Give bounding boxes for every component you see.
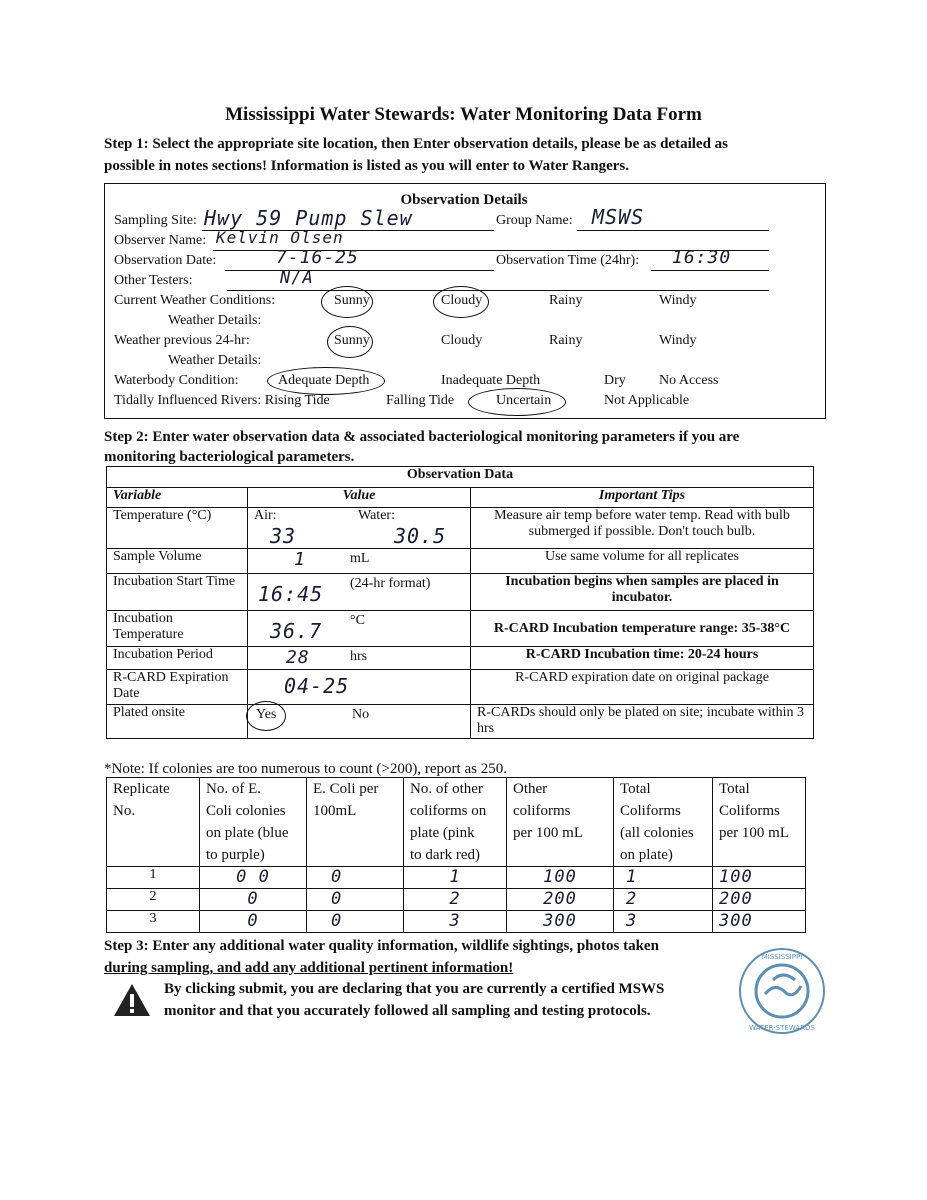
tip-incubation-period: R-CARD Incubation time: 20-24 hours: [471, 647, 814, 670]
tip-temperature: Measure air temp before water temp. Read with bulb submerged if possible. Don't touch bulb.: [471, 508, 814, 549]
declaration-line2: monitor and that you accurately followed all sampling and testing protocols.: [164, 1003, 651, 1019]
step3-line1: Step 3: Enter any additional water quality information, wildlife sightings, photos taken: [104, 938, 659, 954]
col-value: Value: [248, 488, 471, 508]
var-incubation-period: Incubation Period: [107, 647, 248, 670]
replicates-table: [106, 777, 806, 933]
selected-circle: [468, 388, 566, 416]
group-name-field[interactable]: MSWS: [592, 205, 645, 229]
tidal-falling[interactable]: Falling Tide: [386, 393, 455, 408]
total-per-100-cell[interactable]: 200: [713, 889, 806, 911]
page-title: Mississippi Water Stewards: Water Monitoring Data Form: [225, 104, 702, 125]
volume-unit: mL: [350, 551, 370, 566]
observation-details-heading: Observation Details: [400, 192, 528, 208]
volume-value[interactable]: 1: [294, 549, 306, 570]
ecoli-per-100-cell[interactable]: 0: [307, 889, 404, 911]
expiration-value[interactable]: 04-25: [284, 674, 350, 698]
weather-prev-sunny[interactable]: Sunny: [334, 333, 370, 348]
warning-icon: [112, 982, 152, 1018]
tip-expiration: R-CARD expiration date on original package: [471, 670, 814, 705]
sampling-site-field[interactable]: Hwy 59 Pump Slew: [204, 206, 413, 230]
total-coliforms-cell[interactable]: 2: [614, 889, 713, 911]
total-coliforms-cell[interactable]: 3: [614, 911, 713, 933]
observation-date-label: Observation Date:: [114, 253, 217, 268]
ecoli-per-100-cell[interactable]: 0: [307, 867, 404, 889]
svg-text:WATER·STEWARDS: WATER·STEWARDS: [749, 1024, 815, 1032]
selected-circle: [246, 701, 286, 731]
sampling-site-label: Sampling Site:: [114, 213, 197, 228]
value-plated-onsite[interactable]: [248, 705, 471, 739]
period-unit: hrs: [350, 649, 368, 664]
header-total-per-100: Total Coliforms per 100 mL: [713, 778, 806, 867]
plated-no[interactable]: No: [352, 707, 370, 722]
water-label: Water:: [358, 508, 395, 523]
header-total-coliforms: Total Coliforms (all colonies on plate): [614, 778, 713, 867]
total-per-100-cell[interactable]: 300: [713, 911, 806, 933]
weather-prev-label: Weather previous 24-hr:: [114, 333, 250, 348]
header-other-coliforms: No. of other coliforms on plate (pink to dark red): [404, 778, 507, 867]
start-time-value[interactable]: 16:45: [258, 582, 324, 606]
var-incubation-temp: Incubation Temperature: [107, 611, 248, 647]
ecoli-per-100-cell[interactable]: 0: [307, 911, 404, 933]
step1-line2: possible in notes sections! Information is listed as you will enter to Water Rangers.: [104, 158, 630, 174]
var-incubation-start: Incubation Start Time: [107, 574, 248, 611]
header-other-per-100: Other coliforms per 100 mL: [507, 778, 614, 867]
mississippi-water-stewards-seal: [737, 946, 827, 1036]
tip-plated-onsite: R-CARDs should only be plated on site; incubate within 3 hrs: [471, 705, 814, 739]
selected-circle: [321, 286, 373, 318]
period-value[interactable]: 28: [286, 647, 310, 668]
tidal-na[interactable]: Not Applicable: [604, 393, 690, 408]
weather-current-sunny[interactable]: Sunny: [334, 293, 370, 308]
value-incubation-period[interactable]: [248, 647, 471, 670]
replicate-no: 1: [107, 867, 200, 889]
other-per-100-cell[interactable]: 300: [507, 911, 614, 933]
step3-line2: during sampling, and add any additional pertinent information!: [104, 960, 514, 976]
ecoli-colonies-cell[interactable]: 0: [200, 911, 307, 933]
tip-incubation-start: Incubation begins when samples are placed in incubator.: [471, 574, 814, 611]
var-plated-onsite: Plated onsite: [107, 705, 248, 739]
value-incubation-temp[interactable]: [248, 611, 471, 647]
table-row: [107, 889, 806, 911]
waterbody-label: Waterbody Condition:: [114, 373, 239, 388]
step2-line2: monitoring bacteriological parameters.: [104, 449, 355, 465]
incub-temp-value[interactable]: 36.7: [270, 619, 323, 643]
observer-name-field[interactable]: Kelvin Olsen: [216, 228, 344, 247]
weather-current-rainy[interactable]: Rainy: [549, 293, 583, 308]
incub-temp-unit: °C: [350, 613, 365, 628]
weather-current-label: Current Weather Conditions:: [114, 293, 276, 308]
weather-prev-windy[interactable]: Windy: [659, 333, 697, 348]
other-per-100-cell[interactable]: 100: [507, 867, 614, 889]
other-coliforms-cell[interactable]: 2: [404, 889, 507, 911]
value-temperature[interactable]: [248, 508, 471, 549]
step2-line1: Step 2: Enter water observation data & associated bacteriological monitoring parameters if you are: [104, 429, 740, 445]
plated-yes[interactable]: Yes: [256, 707, 277, 722]
header-ecoli-per-100: E. Coli per 100mL: [307, 778, 404, 867]
waterbody-adequate[interactable]: Adequate Depth: [278, 373, 370, 388]
waterbody-inadequate[interactable]: Inadequate Depth: [441, 373, 541, 388]
observation-data-table: [106, 466, 814, 739]
ecoli-colonies-cell[interactable]: 0 0: [200, 867, 307, 889]
observation-time-label: Observation Time (24hr):: [496, 253, 640, 268]
observation-data-heading: Observation Data: [107, 467, 814, 488]
col-variable: Variable: [107, 488, 248, 508]
note: *Note: If colonies are too numerous to count (>200), report as 250.: [104, 761, 507, 777]
value-expiration[interactable]: [248, 670, 471, 705]
selected-circle: [433, 286, 489, 318]
value-sample-volume[interactable]: [248, 549, 471, 574]
selected-circle: [327, 326, 373, 358]
weather-current-cloudy[interactable]: Cloudy: [441, 293, 483, 308]
var-expiration: R-CARD Expiration Date: [107, 670, 248, 705]
tip-incubation-temp: R-CARD Incubation temperature range: 35-38°C: [471, 611, 814, 647]
other-per-100-cell[interactable]: 200: [507, 889, 614, 911]
air-label: Air:: [254, 508, 277, 523]
tidal-label: Tidally Influenced Rivers: Rising Tide: [114, 393, 330, 408]
other-testers-field[interactable]: N/A: [280, 268, 314, 288]
waterbody-dry[interactable]: Dry: [604, 373, 626, 388]
table-row: [107, 911, 806, 933]
total-per-100-cell[interactable]: 100: [713, 867, 806, 889]
replicate-no: 3: [107, 911, 200, 933]
total-coliforms-cell[interactable]: 1: [614, 867, 713, 889]
step1-line1: Step 1: Select the appropriate site location, then Enter observation details, please be as detailed as: [104, 136, 728, 152]
water-value[interactable]: 30.5: [394, 524, 447, 548]
observation-date-field[interactable]: 7-16-25: [276, 247, 359, 268]
start-time-unit: (24-hr format): [350, 576, 431, 591]
observation-time-field[interactable]: 16:30: [672, 247, 732, 268]
selected-circle: [267, 367, 385, 395]
header-replicate: Replicate No.: [107, 778, 200, 867]
tip-sample-volume: Use same volume for all replicates: [471, 549, 814, 574]
observer-name-label: Observer Name:: [114, 233, 207, 248]
var-sample-volume: Sample Volume: [107, 549, 248, 574]
other-coliforms-cell[interactable]: 1: [404, 867, 507, 889]
table-row: [107, 867, 806, 889]
ecoli-colonies-cell[interactable]: 0: [200, 889, 307, 911]
replicate-no: 2: [107, 889, 200, 911]
other-coliforms-cell[interactable]: 3: [404, 911, 507, 933]
weather-details-label: Weather Details:: [168, 353, 262, 368]
weather-prev-rainy[interactable]: Rainy: [549, 333, 583, 348]
weather-current-windy[interactable]: Windy: [659, 293, 697, 308]
tidal-uncertain[interactable]: Uncertain: [496, 393, 552, 408]
header-ecoli-colonies: No. of E. Coli colonies on plate (blue to purple): [200, 778, 307, 867]
svg-text:MISSISSIPPI: MISSISSIPPI: [761, 953, 803, 961]
value-incubation-start[interactable]: [248, 574, 471, 611]
weather-details-label: Weather Details:: [168, 313, 262, 328]
waterbody-no-access[interactable]: No Access: [659, 373, 719, 388]
weather-prev-cloudy[interactable]: Cloudy: [441, 333, 483, 348]
group-name-label: Group Name:: [496, 213, 573, 228]
declaration-line1: By clicking submit, you are declaring that you are currently a certified MSWS: [164, 981, 665, 997]
var-temperature: Temperature (°C): [107, 508, 248, 549]
col-tips: Important Tips: [471, 488, 814, 508]
air-value[interactable]: 33: [270, 524, 297, 548]
other-testers-label: Other Testers:: [114, 273, 193, 288]
